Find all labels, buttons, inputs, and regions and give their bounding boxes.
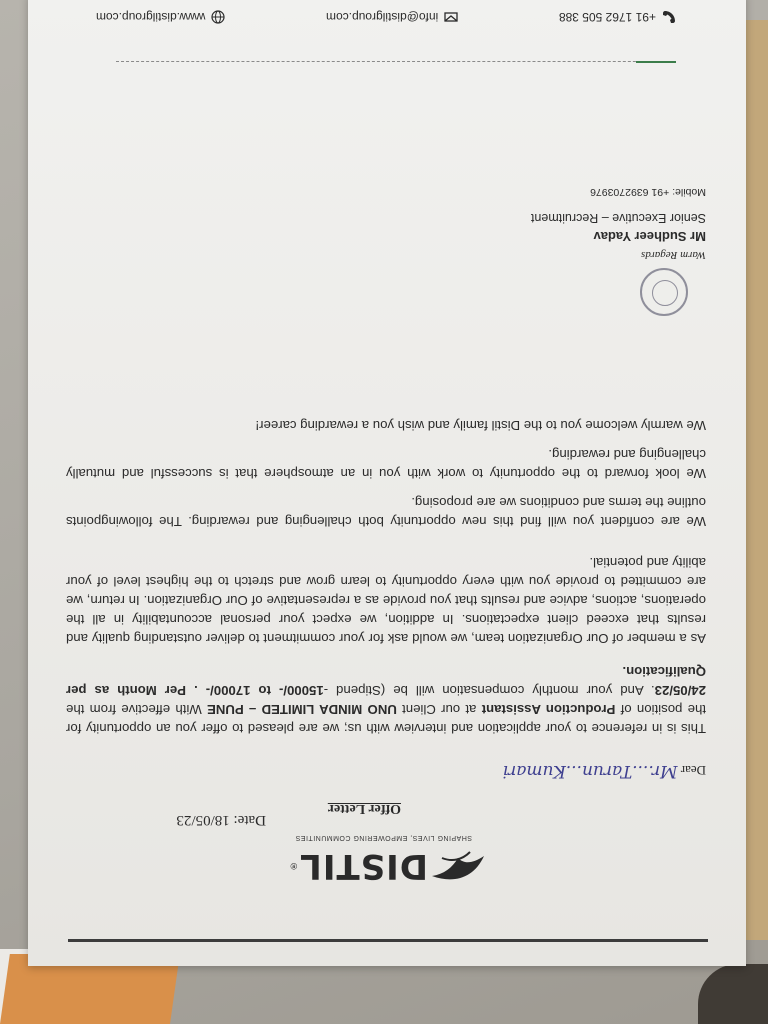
company-logo bbox=[290, 846, 488, 886]
salutation-text: Dear bbox=[680, 763, 706, 778]
letter-footer bbox=[96, 10, 676, 24]
offer-text-1: This is in reference to your application and interview with us; we are pleased to offer you an opportunity for the position of bbox=[66, 702, 706, 736]
offer-text-3: With effective from the bbox=[66, 702, 208, 717]
registered-mark: ® bbox=[290, 861, 298, 871]
signer-mobile: Mobile: +91 6392703976 bbox=[590, 186, 706, 198]
footer-phone bbox=[559, 10, 676, 24]
letter-content bbox=[28, 0, 746, 966]
salutation bbox=[503, 761, 706, 781]
footer-phone-text: +91 1762 505 388 bbox=[558, 10, 656, 24]
background-object bbox=[698, 964, 768, 1024]
bird-logo-icon bbox=[428, 846, 488, 886]
envelope-icon bbox=[444, 10, 458, 24]
paragraph-confidence: We are confident you will find this new opportunity both challenging and rewarding. The followingpoints outline the terms and conditions we are proposing. bbox=[66, 495, 706, 529]
footer-email bbox=[326, 10, 458, 24]
paragraph-commitment: As a member of Our Organization team, we would ask for your commitment to deliver outstanding quality and results that exceed client expectations. In addition, we expect your personal accountability in all the operations, actions, advice and results that you provide as a representative of Our Organization. In return, we are committed to provide you with every opportunity to learn grow and stretch to the highest level of your ability and potential. bbox=[66, 555, 706, 646]
position-name: Production Assistant bbox=[481, 702, 616, 717]
letter-body bbox=[66, 406, 706, 738]
paragraph-offer bbox=[66, 662, 706, 738]
stipend-amount: 15000/- to 17000/- . Per Month as per Qualification. bbox=[66, 664, 706, 698]
start-date: 24/05/23 bbox=[654, 683, 706, 698]
letter-title: Offer Letter bbox=[327, 801, 401, 816]
offer-letter-sheet bbox=[28, 0, 746, 966]
logo-wordmark: DISTIL bbox=[299, 846, 428, 886]
letter-date: Date: 18/05/23 bbox=[176, 812, 266, 828]
footer-website bbox=[96, 10, 225, 24]
footer-email-text: info@distilgroup.com bbox=[326, 10, 439, 24]
company-tagline: SHAPING LIVES, EMPOWERING COMMUNITIES bbox=[295, 834, 472, 841]
recipient-name-handwritten: Mr....Tarun...Kumari bbox=[502, 761, 678, 781]
company-stamp bbox=[640, 268, 688, 316]
offer-text-2: at our Client bbox=[396, 702, 482, 717]
offer-text-4: . And your monthly compensation will be (Stipend - bbox=[323, 683, 655, 698]
signer-name: Mr Sudheer Yadav bbox=[593, 229, 706, 244]
phone-icon bbox=[662, 10, 676, 24]
desk-edge bbox=[746, 20, 768, 940]
signer-role: Senior Executive – Recruitment bbox=[530, 211, 706, 225]
footer-website-text: www.distilgroup.com bbox=[96, 10, 206, 24]
footer-rule bbox=[116, 61, 676, 62]
header-rule bbox=[68, 939, 708, 942]
client-name: UNO MINDA LIMITED – PUNE bbox=[207, 702, 397, 717]
paragraph-welcome: We warmly welcome you to the Distil family and wish you a rewarding career! bbox=[255, 418, 706, 433]
globe-icon bbox=[211, 10, 225, 24]
paragraph-look-forward: We look forward to the opportunity to work with you in an atmosphere that is successful and mutually challenging and rewarding. bbox=[66, 447, 706, 481]
closing: Warm Regards bbox=[641, 249, 706, 261]
